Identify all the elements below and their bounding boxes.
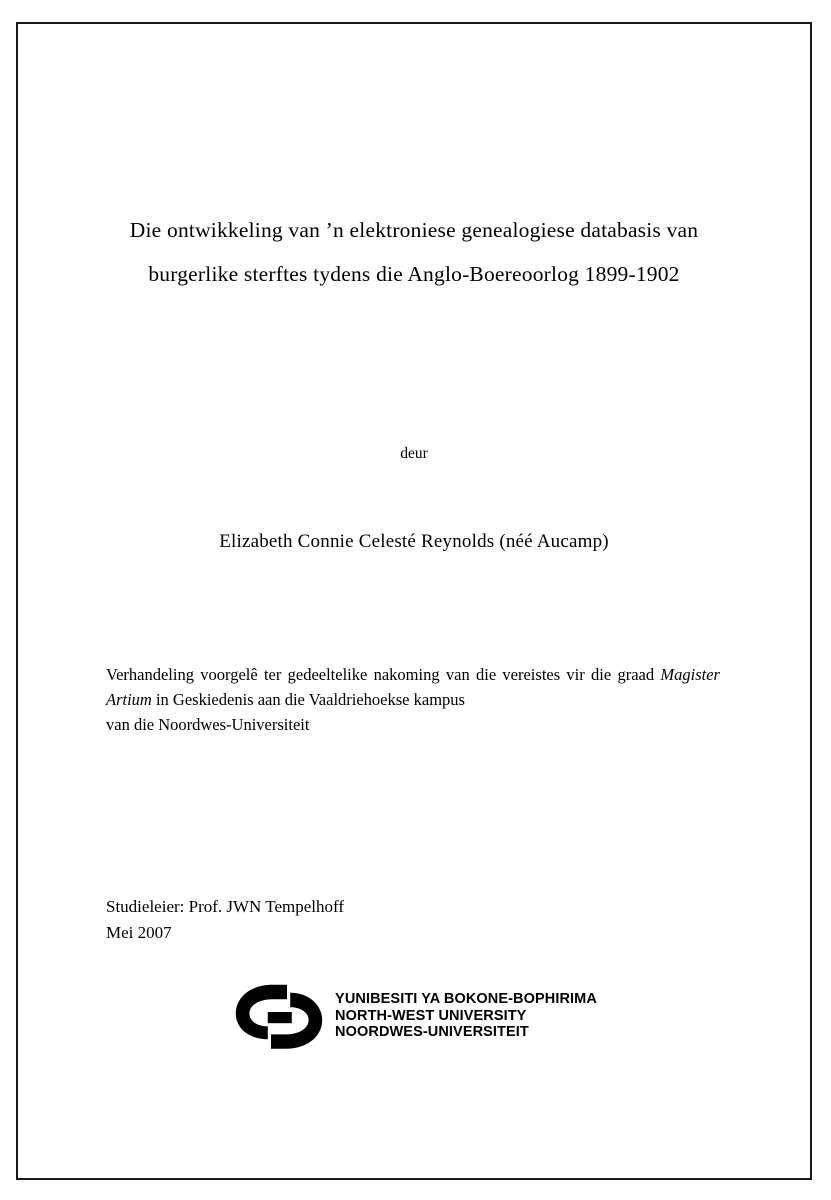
statement-line-2-suffix: in Geskiedenis aan die Vaaldriehoekse kampus	[151, 690, 465, 709]
university-logo	[100, 980, 728, 1052]
statement-line-2-prefix: graad	[617, 665, 661, 684]
statement-line-3: van die Noordwes-Universiteit	[106, 715, 310, 734]
title-line-2: burgerlike sterftes tydens die Anglo-Boereoorlog 1899-1902	[148, 262, 680, 286]
logo-text	[335, 991, 597, 1041]
supervisor-block	[106, 894, 706, 946]
logo-text-line-2: NORTH-WEST UNIVERSITY	[335, 1007, 527, 1024]
thesis-title	[100, 208, 728, 296]
supervisor-name: Studieleier: Prof. JWN Tempelhoff	[106, 897, 345, 916]
title-line-1: Die ontwikkeling van ’n elektroniese genealogiese databasis van	[129, 218, 699, 242]
logo-text-line-1: YUNIBESITI YA BOKONE-BOPHIRIMA	[335, 991, 597, 1008]
page-content	[100, 22, 728, 1180]
by-label: deur	[400, 445, 428, 462]
statement-line-1: Verhandeling voorgelê ter gedeeltelike nakoming van die vereistes vir die	[106, 665, 612, 684]
author-name: Elizabeth Connie Celesté Reynolds (néé Aucamp)	[219, 531, 609, 552]
degree-statement	[106, 662, 720, 737]
submission-date: Mei 2007	[106, 923, 172, 942]
nwu-logo-icon	[231, 980, 327, 1052]
degree-name: Magister Artium	[106, 665, 720, 709]
logo-text-line-3: NOORDWES-UNIVERSITEIT	[335, 1024, 529, 1041]
